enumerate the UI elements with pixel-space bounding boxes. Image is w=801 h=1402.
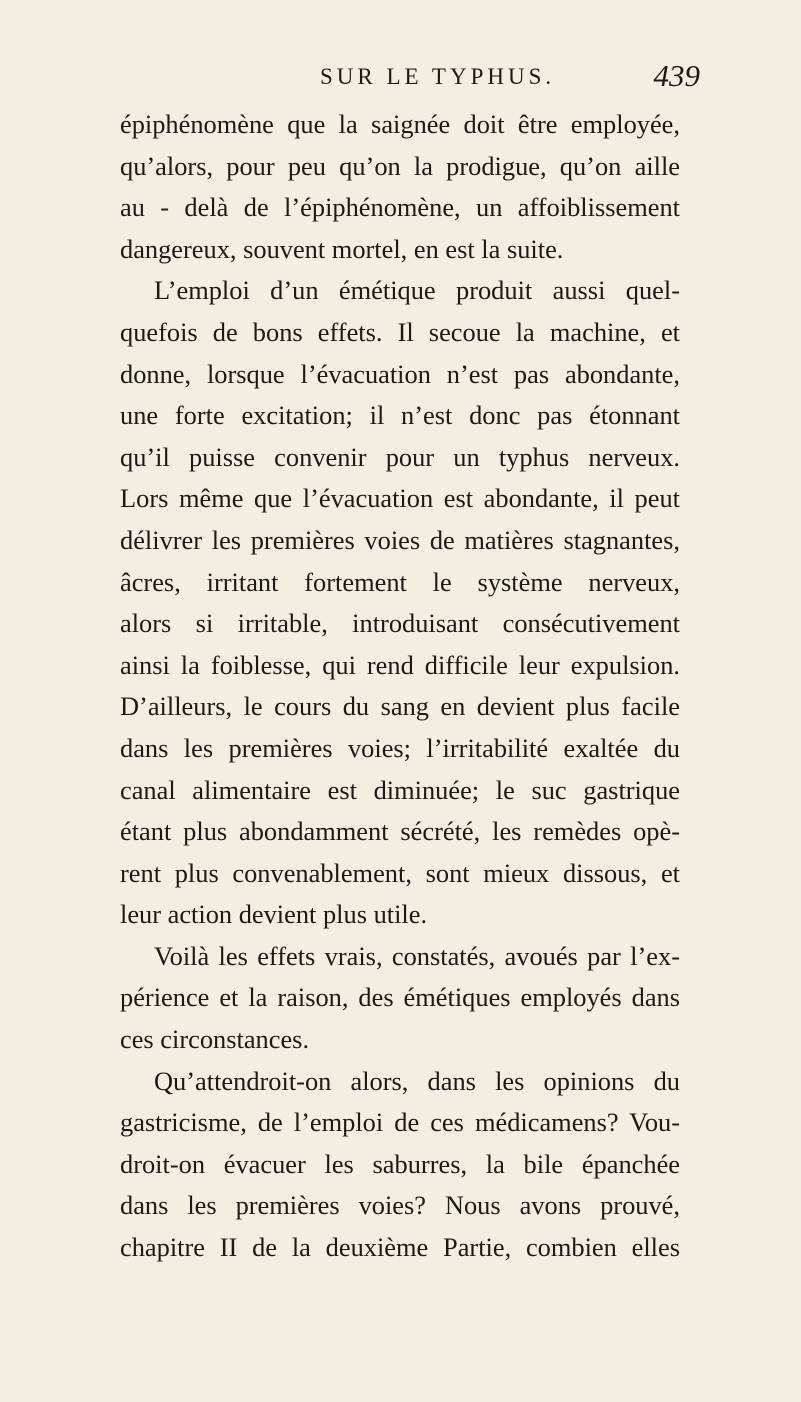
text-line: droit-on évacuer les saburres, la bile épanchée: [120, 1148, 680, 1179]
text-line: L’emploi d’un émétique produit aussi quel-: [154, 275, 680, 306]
text-line: gastricisme, de l’emploi de ces médicamens? Vou-: [120, 1107, 680, 1138]
text-line: rent plus convenablement, sont mieux dissous, et: [120, 857, 680, 888]
text-line: leur action devient plus utile.: [120, 899, 428, 930]
text-line: dans les premières voies? Nous avons prouvé,: [120, 1190, 680, 1221]
text-line: donne, lorsque l’évacuation n’est pas abondante,: [120, 358, 680, 389]
page-number: 439: [653, 58, 700, 93]
text-line: canal alimentaire est diminuée; le suc gastrique: [120, 774, 680, 805]
running-head: [120, 58, 700, 104]
text-line: Qu’attendroit-on alors, dans les opinions du: [154, 1065, 680, 1096]
text-line: D’ailleurs, le cours du sang en devient plus facile: [120, 691, 680, 722]
text-line: alors si irritable, introduisant consécutivement: [120, 608, 680, 639]
text-line: quefois de bons effets. Il secoue la machine, et: [120, 316, 680, 347]
text-line: étant plus abondamment sécrété, les remèdes opè-: [120, 816, 680, 847]
running-title: SUR LE TYPHUS.: [320, 64, 556, 89]
text-line: âcres, irritant fortement le système nerveux,: [120, 566, 680, 597]
text-line: ainsi la foiblesse, qui rend difficile leur expulsion.: [120, 649, 680, 680]
text-line: qu’il puisse convenir pour un typhus nerveux.: [120, 441, 680, 472]
text-line: ces circonstances.: [120, 1024, 310, 1055]
text-line: au - delà de l’épiphénomène, un affoiblissement: [120, 192, 680, 223]
body-text: [120, 104, 680, 1269]
text-line: Lors même que l’évacuation est abondante, il peut: [120, 483, 680, 514]
text-line: Voilà les effets vrais, constatés, avoués par l’ex-: [154, 940, 680, 971]
text-line: périence et la raison, des émétiques employés dans: [120, 982, 680, 1013]
text-line: épiphénomène que la saignée doit être employée,: [120, 109, 680, 139]
text-line: dans les premières voies; l’irritabilité exaltée du: [120, 732, 680, 763]
text-line: dangereux, souvent mortel, en est la suite.: [120, 233, 564, 264]
text-line: une forte excitation; il n’est donc pas étonnant: [120, 400, 680, 431]
text-line: qu’alors, pour peu qu’on la prodigue, qu’on aille: [120, 150, 680, 181]
text-line: chapitre II de la deuxième Partie, combien elles: [120, 1232, 680, 1263]
text-line: délivrer les premières voies de matières stagnantes,: [120, 524, 680, 555]
